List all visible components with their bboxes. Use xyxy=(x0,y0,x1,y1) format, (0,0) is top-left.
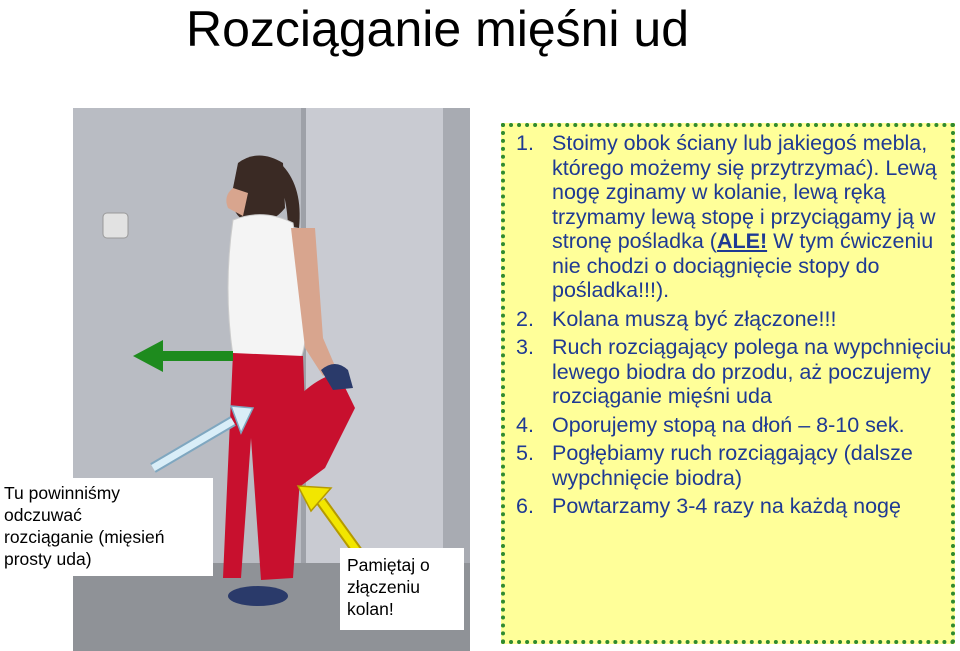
instructions-panel xyxy=(501,123,955,644)
step-text: Oporujemy stopą na dłoń – 8-10 sek. xyxy=(552,412,905,437)
step-item xyxy=(516,335,952,409)
step-number: 4. xyxy=(516,412,534,437)
step-item xyxy=(516,441,952,490)
step-number: 1. xyxy=(516,131,534,155)
step-text: W tym ćwiczeniu nie chodzi o dociągnięcie stopy do pośladka!!!). xyxy=(552,229,934,302)
step-item xyxy=(516,307,952,332)
muscle-note-line: Tu powinniśmy xyxy=(4,483,121,503)
step-number: 5. xyxy=(516,441,534,465)
knees-note-line: Pamiętaj o xyxy=(347,555,430,575)
muscle-note-line: rozciąganie (mięsień xyxy=(4,527,165,547)
step-number: 3. xyxy=(516,335,534,359)
step-number: 2. xyxy=(516,306,534,331)
steps-list xyxy=(516,131,952,523)
step-text: Kolana muszą być złączone!!! xyxy=(552,306,837,331)
step-item xyxy=(516,413,952,438)
step-item xyxy=(516,494,952,519)
knees-note-line: złączeniu xyxy=(347,577,420,597)
step-text: Pogłębiamy ruch rozciągający (dalsze wypchnięcie biodra) xyxy=(552,441,913,490)
step-emphasis: ALE! xyxy=(716,229,768,253)
step-item xyxy=(516,131,952,303)
muscle-note-line: odczuwać xyxy=(4,505,82,525)
step-text: Stoimy obok ściany lub jakiegoś mebla, którego możemy się przytrzymać). Lewą nogę zginamy w kolanie, lewą ręką trzymamy lewą stopę i przyciągamy ją w stronę pośladka ( xyxy=(552,131,937,253)
muscle-note-line: prosty uda) xyxy=(4,549,92,569)
knees-note xyxy=(340,548,464,630)
step-text: Ruch rozciągający polega na wypchnięciu lewego biodra do przodu, aż poczujemy rozciąganie mięśni uda xyxy=(552,335,952,408)
step-text: Powtarzamy 3-4 razy na każdą nogę xyxy=(552,494,901,518)
step-number: 6. xyxy=(516,494,534,518)
muscle-note xyxy=(0,478,213,576)
slide-title: Rozciąganie mięśni ud xyxy=(186,1,690,57)
knees-note-line: kolan! xyxy=(347,599,394,619)
